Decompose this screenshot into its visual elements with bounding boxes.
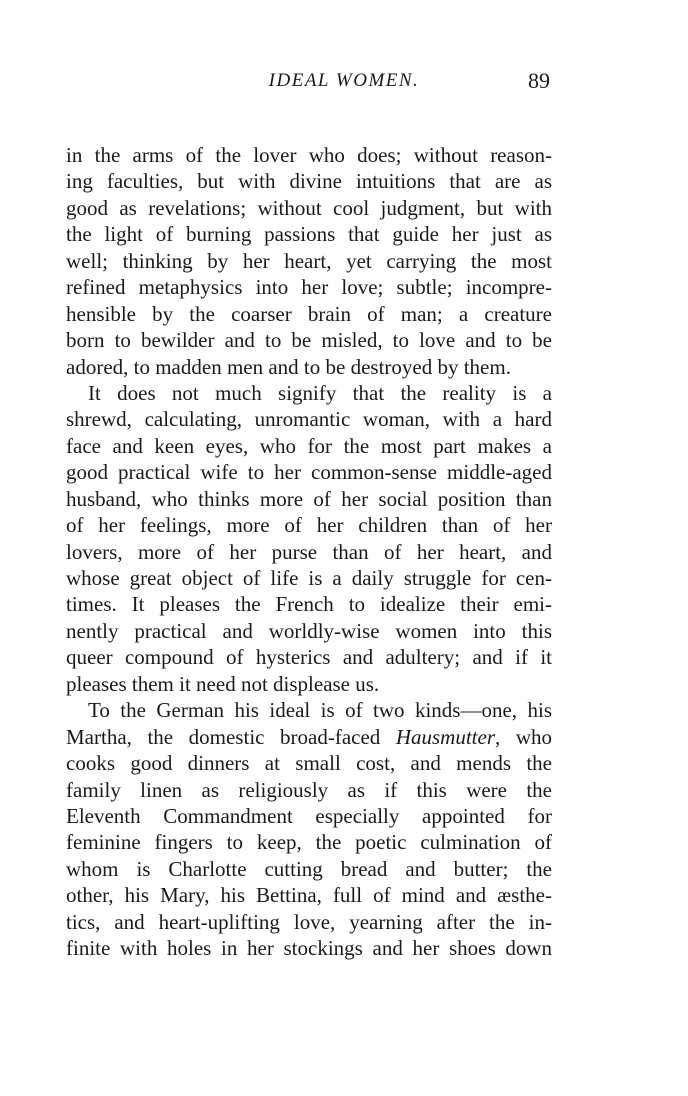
text-run: feminine fingers to keep, the poetic culmination of [66,830,552,855]
running-title: IDEAL WOMEN. [268,70,420,91]
text-run: whose great object of life is a daily struggle for cen- [66,566,552,590]
italic-word: Hausmutter [395,724,496,749]
text-run: husband, who thinks more of her social position than [66,486,552,511]
text-run: queer compound of hysterics and adultery; and if it [66,645,552,670]
text-line [66,777,552,803]
text-line [66,591,552,617]
text-run: hensible by the coarser brain of man; a creature [66,301,552,326]
text-run: born to bewilder and to be misled, to love and to be [66,328,552,353]
text-run: good as revelations; without cool judgment, but with [66,195,552,220]
text-line [66,539,552,565]
text-line [66,142,552,168]
text-run: in the arms of the lover who does; without reason- [66,143,552,167]
text-line [66,221,552,247]
text-run: other, his Mary, his Bettina, full of mind and æsthe- [66,883,552,908]
text-run: shrewd, calculating, unromantic woman, with a hard [66,407,552,432]
text-line [66,327,552,353]
text-line [66,565,552,591]
text-line [66,856,552,882]
text-line [66,935,552,961]
text-run: whom is Charlotte cutting bread and butter; the [66,856,552,881]
text-line [66,829,552,855]
text-run: cooks good dinners at small cost, and mends the [66,751,552,776]
text-run: the light of burning passions that guide her just as [66,222,552,247]
text-run: face and keen eyes, who for the most part makes a [66,433,552,458]
page-number: 89 [528,68,550,93]
text-run: tics, and heart-uplifting love, yearning after the in- [66,909,552,934]
text-line [66,195,552,221]
text-line [66,248,552,274]
text-run: well; thinking by her heart, yet carrying the most [66,248,552,273]
text-line [66,697,552,723]
text-run: ing faculties, but with divine intuitions that are as [66,169,552,194]
text-run: Martha, the domestic broad-faced [66,724,396,749]
text-run: , who [495,724,552,749]
text-run: To the German his ideal is of two kinds—one, his [88,698,552,723]
text-line [66,274,552,300]
text-line [66,618,552,644]
text-line [66,459,552,485]
text-run: It does not much signify that the reality is a [88,380,552,405]
text-run: adored, to madden men and to be destroyed by them. [66,354,511,379]
text-line [66,671,552,697]
text-line [66,380,552,406]
text-line [66,644,552,670]
text-line [66,433,552,459]
text-run: pleases them it need not displease us. [66,671,380,696]
text-run: good practical wife to her common-sense middle-aged [66,460,552,485]
text-run: lovers, more of her purse than of her heart, and [66,539,552,564]
text-line [66,724,552,750]
text-run: finite with holes in her stockings and her shoes down [66,936,552,961]
text-line [66,803,552,829]
text-run: family linen as religiously as if this were the [66,777,552,802]
text-line [66,512,552,538]
text-run: refined metaphysics into her love; subtle; incompre- [66,275,552,300]
body-text [66,142,552,962]
text-line [66,406,552,432]
text-run: Eleventh Commandment especially appointed for [66,803,552,828]
text-line [66,168,552,194]
text-line [66,354,552,380]
text-line [66,301,552,327]
text-run: nently practical and worldly-wise women into this [66,618,552,643]
text-line [66,882,552,908]
text-line [66,909,552,935]
text-line [66,750,552,776]
text-line [66,486,552,512]
text-run: of her feelings, more of her children than of her [66,513,552,538]
text-run: times. It pleases the French to idealize their emi- [66,592,552,617]
